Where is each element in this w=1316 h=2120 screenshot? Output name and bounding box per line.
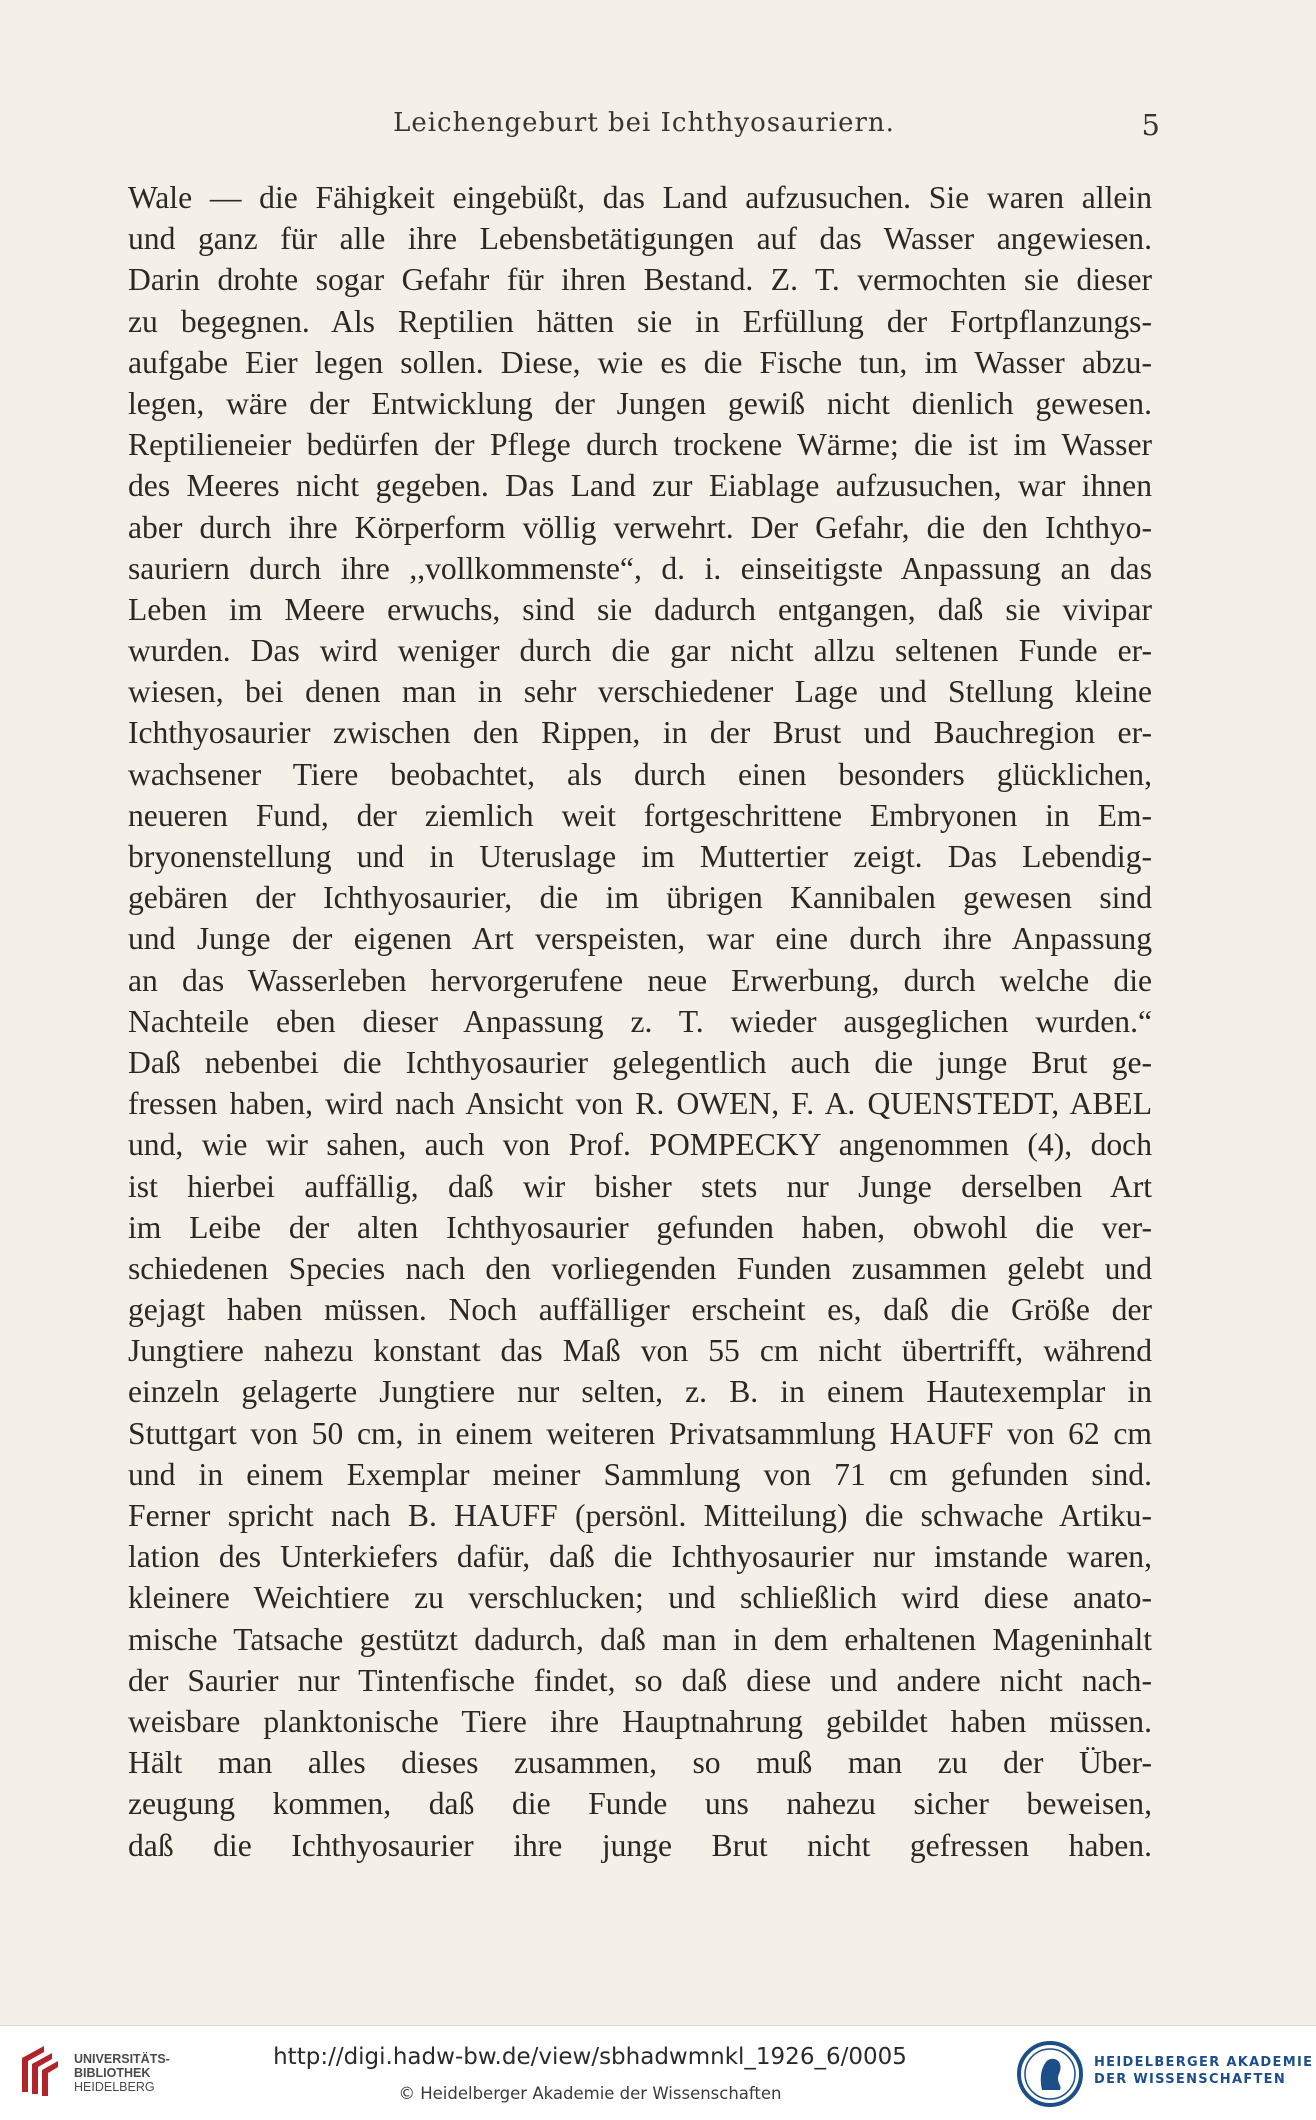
- text-line: mische Tatsache gestützt dadurch, daß man in dem erhaltenen Mageninhalt: [128, 1621, 1152, 1657]
- text-line: zeugung kommen, daß die Funde uns nahezu sicher beweisen,: [128, 1786, 1152, 1822]
- academy-name-line2: DER WISSENSCHAFTEN: [1094, 2072, 1287, 2087]
- university-library-name: [74, 2052, 170, 2094]
- text-line: und ganz für alle ihre Lebensbetätigungen auf das Wasser angewiesen.: [128, 221, 1152, 257]
- text-line: Stuttgart von 50 cm, in einem weiteren Privatsammlung HAUFF von 62 cm: [128, 1415, 1152, 1451]
- text-line: des Meeres nicht gegeben. Das Land zur Eiablage aufzusuchen, war ihnen: [128, 468, 1152, 504]
- text-line: Wale — die Fähigkeit eingebüßt, das Land aufzusuchen. Sie waren allein: [128, 180, 1152, 215]
- text-line: Leben im Meere erwuchs, sind sie dadurch entgangen, daß sie vivipar: [128, 591, 1152, 627]
- text-line: aber durch ihre Körperform völlig verwehrt. Der Gefahr, die den Ichthyo-: [128, 509, 1152, 545]
- text-line: legen, wäre der Entwicklung der Jungen gewiß nicht dienlich gewesen.: [128, 385, 1152, 421]
- text-line: an das Wasserleben hervorgerufene neue Erwerbung, durch welche die: [128, 962, 1152, 998]
- text-line: und Junge der eigenen Art verspeisten, war eine durch ihre Anpassung: [128, 921, 1152, 957]
- text-line: ist hierbei auffällig, daß wir bisher stets nur Junge derselben Art: [128, 1168, 1152, 1204]
- viewer-footer: [0, 2025, 1316, 2120]
- text-line: Ichthyosaurier zwischen den Rippen, in der Brust und Bauchregion er-: [128, 715, 1152, 751]
- academy-name-line1: HEIDELBERGER AKADEMIE: [1094, 2055, 1314, 2070]
- text-line: schiedenen Species nach den vorliegenden Funden zusammen gelebt und: [128, 1250, 1152, 1286]
- text-line: sauriern durch ihre ,,vollkommenste“, d. i. einseitigste Anpassung an das: [128, 550, 1152, 586]
- text-line: aufgabe Eier legen sollen. Diese, wie es die Fische tun, im Wasser abzu-: [128, 344, 1152, 380]
- text-line: Ferner spricht nach B. HAUFF (persönl. Mitteilung) die schwache Artiku-: [128, 1498, 1152, 1533]
- university-library-logo-icon[interactable]: [14, 2040, 64, 2100]
- text-line: wurden. Das wird weniger durch die gar nicht allzu seltenen Funde er-: [128, 633, 1152, 669]
- body-text: [128, 177, 1152, 1866]
- text-line: Nachteile eben dieser Anpassung z. T. wieder ausgeglichen wurden.“: [128, 1003, 1152, 1039]
- text-line: daß die Ichthyosaurier ihre junge Brut nicht gefressen haben.: [128, 1827, 1152, 1863]
- text-line: und in einem Exemplar meiner Sammlung von 71 cm gefunden sind.: [128, 1456, 1152, 1492]
- library-name-line2: BIBLIOTHEK: [74, 2066, 151, 2080]
- copyright-notice: © Heidelberger Akademie der Wissenschaften: [398, 2084, 782, 2103]
- text-line: lation des Unterkiefers dafür, daß die Ichthyosaurier nur imstande waren,: [128, 1539, 1152, 1575]
- text-line: Hält man alles dieses zusammen, so muß man zu der Über-: [128, 1745, 1152, 1781]
- text-line: kleinere Weichtiere zu verschlucken; und schließlich wird diese anato-: [128, 1580, 1152, 1616]
- running-title: Leichengeburt bei Ichthyosauriern.: [393, 108, 895, 138]
- text-line: im Leibe der alten Ichthyosaurier gefunden haben, obwohl die ver-: [128, 1209, 1152, 1245]
- permalink-url[interactable]: http://digi.hadw-bw.de/view/sbhadwmnkl_1926_6/0005: [273, 2044, 907, 2070]
- text-line: weisbare planktonische Tiere ihre Hauptnahrung gebildet haben müssen.: [128, 1703, 1152, 1739]
- text-line: Reptilieneier bedürfen der Pflege durch trockene Wärme; die ist im Wasser: [128, 427, 1152, 463]
- text-line: bryonenstellung und in Uteruslage im Muttertier zeigt. Das Lebendig-: [128, 839, 1152, 874]
- library-name-line1: UNIVERSITÄTS-: [74, 2052, 170, 2066]
- running-head: [128, 108, 1160, 152]
- text-line: Darin drohte sogar Gefahr für ihren Bestand. Z. T. vermochten sie dieser: [128, 262, 1152, 298]
- text-line: der Saurier nur Tintenfische findet, so daß diese und andere nicht nach-: [128, 1662, 1152, 1698]
- academy-name: [1094, 2054, 1313, 2088]
- text-line: und, wie wir sahen, auch von Prof. POMPECKY angenommen (4), doch: [128, 1127, 1152, 1163]
- text-line: wachsener Tiere beobachtet, als durch einen besonders glücklichen,: [128, 756, 1152, 792]
- academy-seal-icon[interactable]: [1016, 2040, 1084, 2108]
- text-line: gejagt haben müssen. Noch auffälliger erscheint es, daß die Größe der: [128, 1292, 1152, 1328]
- text-line: neueren Fund, der ziemlich weit fortgeschrittene Embryonen in Em-: [128, 797, 1152, 833]
- text-line: wiesen, bei denen man in sehr verschiedener Lage und Stellung kleine: [128, 674, 1152, 710]
- page-number: 5: [1141, 108, 1160, 142]
- text-line: einzeln gelagerte Jungtiere nur selten, z. B. in einem Hautexemplar in: [128, 1374, 1152, 1410]
- text-line: fressen haben, wird nach Ansicht von R. OWEN, F. A. QUENSTEDT, ABEL: [128, 1086, 1152, 1122]
- text-line: gebären der Ichthyosaurier, die im übrigen Kannibalen gewesen sind: [128, 880, 1152, 916]
- text-line: Jungtiere nahezu konstant das Maß von 55 cm nicht übertrifft, während: [128, 1333, 1152, 1369]
- text-line: Daß nebenbei die Ichthyosaurier gelegentlich auch die junge Brut ge-: [128, 1044, 1152, 1080]
- library-name-line3: HEIDELBERG: [74, 2080, 155, 2094]
- text-line: zu begegnen. Als Reptilien hätten sie in Erfüllung der Fortpflanzungs-: [128, 303, 1152, 339]
